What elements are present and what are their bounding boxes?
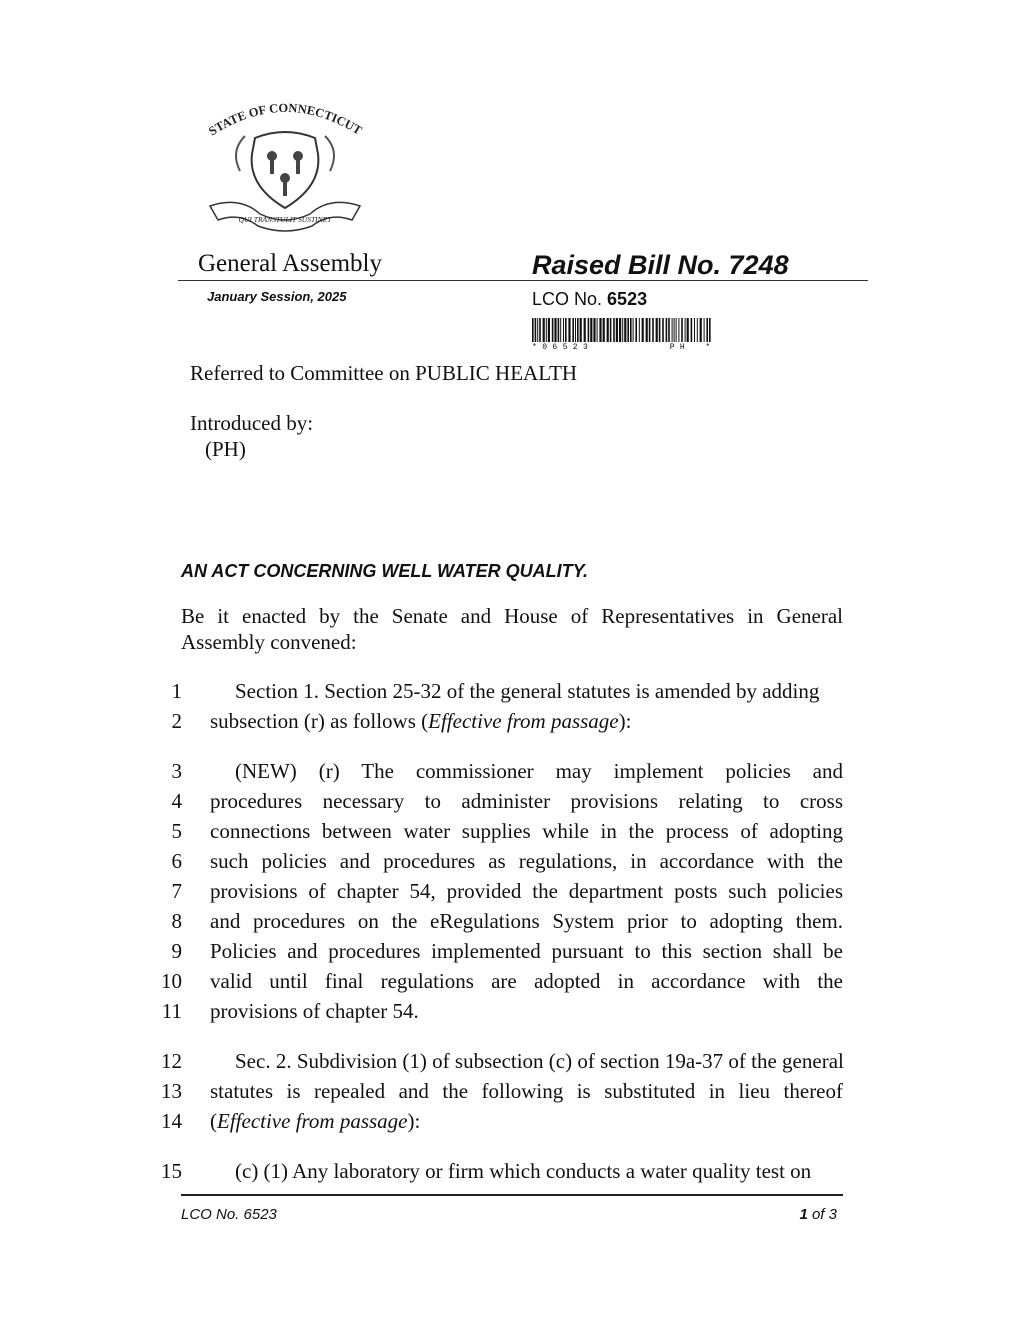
barcode-bar bbox=[572, 318, 574, 342]
barcode-bar bbox=[575, 318, 576, 342]
barcode-bar bbox=[639, 318, 640, 342]
barcode-bar bbox=[635, 318, 637, 342]
barcode-bar bbox=[691, 318, 693, 342]
effective-date: Effective from passage bbox=[428, 709, 619, 733]
introduced-by-label: Introduced by: bbox=[190, 411, 314, 435]
bill-line: (c) (1) Any laboratory or firm which conducts a water quality test on bbox=[235, 1159, 812, 1183]
barcode-bar bbox=[700, 318, 702, 342]
line-number: 7 bbox=[171, 879, 182, 903]
barcode-bar bbox=[552, 318, 554, 342]
state-seal-icon bbox=[200, 96, 370, 236]
line-number: 13 bbox=[161, 1079, 182, 1103]
bill-line: Sec. 2. Subdivision (1) of subsection (c) of section 19a-37 of the general bbox=[235, 1049, 844, 1073]
barcode-bar bbox=[554, 318, 556, 342]
barcode-bar bbox=[676, 318, 677, 342]
introducer: (PH) bbox=[205, 437, 246, 461]
line-number: 5 bbox=[171, 819, 182, 843]
barcode-icon bbox=[532, 318, 712, 342]
page-current: 1 bbox=[799, 1206, 808, 1223]
barcode-bar bbox=[597, 318, 598, 342]
lco-value: 6523 bbox=[607, 289, 648, 309]
barcode-bar bbox=[593, 318, 595, 342]
barcode-bar bbox=[546, 318, 547, 342]
line-number: 9 bbox=[171, 939, 182, 963]
barcode-bar bbox=[590, 318, 592, 342]
barcode-bar bbox=[599, 318, 601, 342]
barcode-bar bbox=[656, 318, 658, 342]
line-number: 10 bbox=[161, 969, 182, 993]
bill-line: valid until final regulations are adopted in accordance with the bbox=[210, 969, 843, 993]
bill-line: Policies and procedures implemented pursuant to this section shall be bbox=[210, 939, 843, 963]
enacting-clause: Be it enacted by the Senate and House of Representatives in General Assembly convened: bbox=[181, 604, 843, 654]
barcode-bar bbox=[646, 318, 648, 342]
barcode-bar bbox=[694, 318, 695, 342]
header-divider bbox=[178, 280, 868, 281]
line-text: ): bbox=[618, 709, 632, 733]
effective-date: Effective from passage bbox=[217, 1109, 408, 1133]
barcode-bar bbox=[619, 318, 621, 342]
barcode-bar bbox=[568, 318, 570, 342]
barcode-bar bbox=[672, 318, 673, 342]
line-number: 4 bbox=[171, 789, 182, 813]
barcode-bar bbox=[685, 318, 686, 342]
barcode-bar bbox=[603, 318, 605, 342]
bill-line: statutes is repealed and the following is substituted in lieu thereof bbox=[210, 1079, 843, 1103]
line-number: 15 bbox=[161, 1159, 182, 1183]
general-assembly-label: General Assembly bbox=[198, 250, 382, 277]
barcode-bar bbox=[630, 318, 632, 342]
barcode-bar bbox=[613, 318, 615, 342]
footer-lco: LCO No. 6523 bbox=[181, 1206, 277, 1223]
barcode-bar bbox=[704, 318, 705, 342]
page-total: of 3 bbox=[811, 1206, 837, 1223]
barcode-bar bbox=[607, 318, 609, 342]
barcode-bar bbox=[633, 318, 634, 342]
line-number: 8 bbox=[171, 909, 182, 933]
barcode-bar bbox=[681, 318, 683, 342]
barcode-bar bbox=[652, 318, 654, 342]
barcode-bar bbox=[666, 318, 668, 342]
page-number bbox=[700, 1206, 837, 1223]
barcode-bar bbox=[674, 318, 675, 342]
barcode-bar bbox=[535, 318, 537, 342]
line-number: 11 bbox=[161, 999, 182, 1023]
line-number: 2 bbox=[171, 709, 182, 733]
barcode-bar bbox=[642, 318, 644, 342]
barcode-bar bbox=[610, 318, 612, 342]
barcode-bar bbox=[588, 318, 590, 342]
barcode-bar bbox=[558, 318, 560, 342]
lco-number bbox=[532, 289, 647, 310]
seal-top-text: STATE OF CONNECTICUT bbox=[206, 100, 365, 139]
seal-motto: QUI TRANSTULIT SUSTINET bbox=[238, 215, 332, 224]
barcode-bar bbox=[565, 318, 567, 342]
barcode-bar bbox=[537, 318, 538, 342]
barcode-bar bbox=[560, 318, 561, 342]
bill-line bbox=[210, 706, 843, 736]
barcode-bar bbox=[543, 318, 545, 342]
barcode-bar bbox=[662, 318, 664, 342]
barcode-bar bbox=[584, 318, 586, 342]
line-number: 14 bbox=[161, 1109, 182, 1133]
bill-line: and procedures on the eRegulations System prior to adopting them. bbox=[210, 909, 843, 933]
committee-referral: Referred to Committee on PUBLIC HEALTH bbox=[190, 361, 578, 385]
barcode-bar bbox=[668, 318, 670, 342]
barcode-bar bbox=[624, 318, 626, 342]
line-number: 3 bbox=[171, 759, 182, 783]
line-text: ): bbox=[407, 1109, 421, 1133]
barcode-bar bbox=[577, 318, 579, 342]
line-number: 1 bbox=[171, 679, 182, 703]
barcode-bar bbox=[580, 318, 582, 342]
barcode-bar bbox=[659, 318, 661, 342]
bill-line: procedures necessary to administer provisions relating to cross bbox=[210, 789, 843, 813]
bill-line: (NEW) (r) The commissioner may implement policies and bbox=[235, 759, 843, 783]
barcode-bar bbox=[616, 318, 618, 342]
barcode-bar bbox=[706, 318, 708, 342]
footer-divider bbox=[181, 1194, 843, 1196]
lco-label: LCO No. bbox=[532, 289, 603, 309]
barcode-bar bbox=[539, 318, 541, 342]
barcode-bar bbox=[687, 318, 689, 342]
line-text: ( bbox=[210, 1109, 217, 1133]
barcode-caption: * 0 6 5 2 3 P H * bbox=[532, 343, 711, 352]
line-number: 12 bbox=[161, 1049, 182, 1073]
bill-line: provisions of chapter 54. bbox=[210, 999, 419, 1023]
bill-line: Section 1. Section 25-32 of the general statutes is amended by adding bbox=[235, 679, 820, 703]
bill-line: connections between water supplies while in the process of adopting bbox=[210, 819, 843, 843]
barcode-bar bbox=[678, 318, 679, 342]
barcode-bar bbox=[548, 318, 550, 342]
bill-title: Raised Bill No. 7248 bbox=[532, 250, 789, 280]
barcode-bar bbox=[649, 318, 651, 342]
barcode-bar bbox=[532, 318, 534, 342]
line-text: subsection (r) as follows ( bbox=[210, 709, 429, 733]
bill-line: such policies and procedures as regulations, in accordance with the bbox=[210, 849, 843, 873]
barcode-bar bbox=[709, 318, 711, 342]
barcode-bar bbox=[697, 318, 698, 342]
line-number: 6 bbox=[171, 849, 182, 873]
barcode-bar bbox=[563, 318, 564, 342]
act-title: AN ACT CONCERNING WELL WATER QUALITY. bbox=[181, 561, 588, 581]
barcode-bar bbox=[627, 318, 629, 342]
session-label: January Session, 2025 bbox=[207, 289, 347, 304]
bill-line: provisions of chapter 54, provided the department posts such policies bbox=[210, 879, 843, 903]
bill-line bbox=[210, 1106, 843, 1136]
barcode-bar bbox=[622, 318, 623, 342]
